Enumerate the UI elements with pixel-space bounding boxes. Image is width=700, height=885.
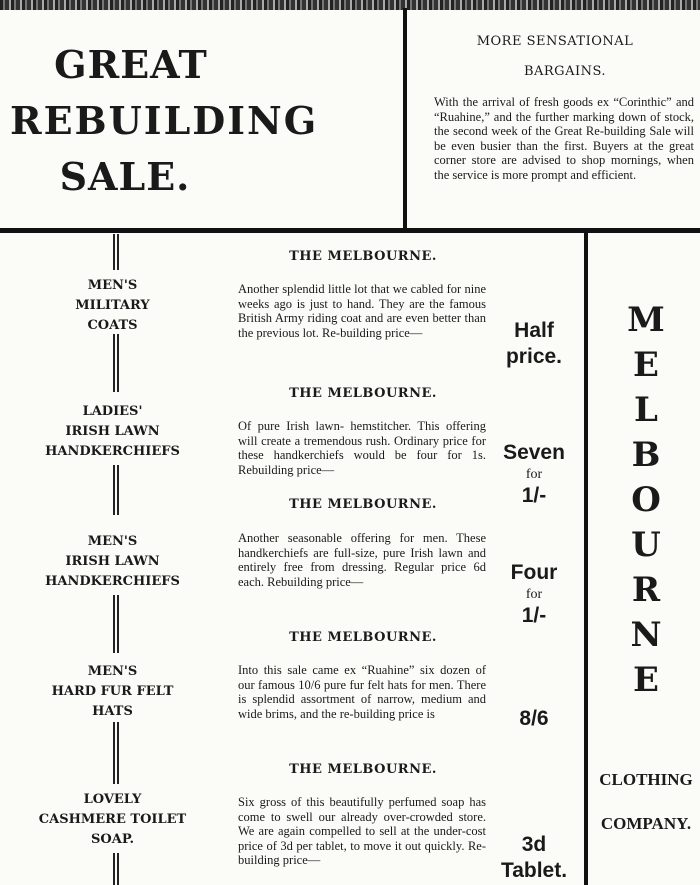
headline-great: GREAT — [54, 42, 208, 87]
price-line: Four — [510, 561, 558, 584]
item-name-felt-hats — [30, 662, 195, 722]
store-letter: U — [631, 525, 661, 565]
intro-title-2: BARGAINS. — [523, 64, 607, 79]
item-name-line: MEN'S — [87, 534, 138, 549]
store-name-vertical — [592, 298, 700, 703]
section-heading: THE MELBOURNE. — [289, 630, 437, 645]
section-body: Into this sale came ex “Ruahine” six dozen of our famous 10/6 pure fur felt hats for men. There is splendid assortment of narrow, medium and wide brims, and the re-building price is — [238, 663, 486, 721]
item-name-line: MILITARY — [75, 298, 150, 313]
top-column-divider — [403, 8, 407, 230]
item-name-line: LOVELY — [83, 792, 142, 807]
item-name-line: MEN'S — [87, 278, 138, 293]
item-name-ladies-handkerchiefs — [30, 402, 195, 462]
company-line-2: COMPANY. — [600, 814, 692, 833]
item-name-military-coats — [30, 276, 195, 336]
section-heading: THE MELBOURNE. — [289, 249, 437, 264]
item-name-line: CASHMERE TOILET — [38, 812, 187, 827]
price-felt-hats — [490, 706, 578, 732]
store-letter: E — [633, 345, 659, 385]
masthead-border — [0, 0, 700, 10]
column-bar — [113, 234, 115, 270]
section-body: Of pure Irish lawn- hemstitcher. This offering will create a tremendous rush. Ordinary price for these handkerchiefs would be four for 1s. Rebuilding price— — [238, 419, 486, 477]
column-bar — [113, 722, 115, 784]
price-line: for — [525, 467, 543, 482]
store-letter: N — [630, 615, 662, 655]
section-body: Another seasonable offering for men. These handkerchiefs are full-size, pure Irish lawn and entirely free from dressing. Regular price 6d each. Rebuilding price— — [238, 531, 486, 589]
item-name-line: COATS — [87, 318, 138, 333]
price-toilet-soap — [490, 832, 578, 884]
price-line: Half — [514, 319, 554, 342]
store-letter: E — [633, 660, 659, 700]
column-bar — [117, 465, 119, 515]
intro-title-1: MORE SENSATIONAL — [476, 34, 634, 49]
price-line: 3d — [521, 833, 547, 856]
item-name-line: LADIES' — [82, 404, 143, 419]
headline-rebuilding: REBUILDING — [10, 98, 319, 143]
price-mens-handkerchiefs — [490, 560, 578, 629]
section-heading: THE MELBOURNE. — [289, 762, 437, 777]
headline-sale: SALE. — [59, 154, 191, 199]
price-line: Tablet. — [500, 859, 568, 882]
price-line: price. — [505, 345, 563, 368]
price-military-coats — [490, 318, 578, 370]
item-name-mens-handkerchiefs — [30, 532, 195, 592]
price-line: 1/- — [521, 484, 547, 507]
price-line: for — [525, 587, 543, 602]
column-bar — [117, 722, 119, 784]
store-letter: L — [634, 390, 658, 430]
column-bar — [113, 595, 115, 653]
item-name-line: HARD FUR FELT — [51, 684, 174, 699]
section-body: Another splendid little lot that we cabled for nine weeks ago is just to hand. They are the famous British Army riding coat and are even better than the previous lot. Re-building price— — [238, 282, 486, 340]
item-name-line: HANDKERCHIEFS — [45, 444, 180, 459]
column-bar — [113, 853, 115, 885]
intro-body: With the arrival of fresh goods ex “Corinthic” and “Ruahine,” and the further marking down of stock, the second week of the Great Re-building Sale will be even busier than the first. Buyers at the great corner store are advised to shop mornings, when the service is more prompt and efficient. — [434, 95, 694, 182]
price-line: 1/- — [521, 604, 547, 627]
section-body: Six gross of this beautifully perfumed soap has come to swell our already over-crowded store. We are again compelled to sell at the under-cost price of 3d per tablet, to move it out quickly. Re-building price— — [238, 795, 486, 867]
column-bar — [117, 595, 119, 653]
price-ladies-handkerchiefs — [490, 440, 578, 509]
item-name-line: SOAP. — [91, 832, 134, 847]
right-column-divider — [584, 233, 588, 885]
column-bar — [117, 853, 119, 885]
section-heading: THE MELBOURNE. — [289, 386, 437, 401]
column-bar — [117, 234, 119, 270]
store-letter: B — [631, 435, 661, 475]
item-name-line: MEN'S — [87, 664, 138, 679]
item-name-line: IRISH LAWN — [65, 424, 160, 439]
column-bar — [117, 334, 119, 392]
column-bar — [113, 334, 115, 392]
company-line-1: CLOTHING — [599, 770, 693, 789]
section-divider — [0, 228, 700, 233]
price-line: 8/6 — [519, 707, 549, 730]
item-name-line: HANDKERCHIEFS — [45, 574, 180, 589]
column-bar — [113, 465, 115, 515]
section-heading: THE MELBOURNE. — [289, 497, 437, 512]
store-letter: O — [631, 480, 661, 520]
item-name-line: IRISH LAWN — [65, 554, 160, 569]
item-name-toilet-soap — [30, 790, 195, 850]
store-letter: R — [631, 570, 661, 610]
price-line: Seven — [503, 441, 565, 464]
item-name-line: HATS — [92, 704, 133, 719]
store-letter: M — [627, 300, 665, 340]
